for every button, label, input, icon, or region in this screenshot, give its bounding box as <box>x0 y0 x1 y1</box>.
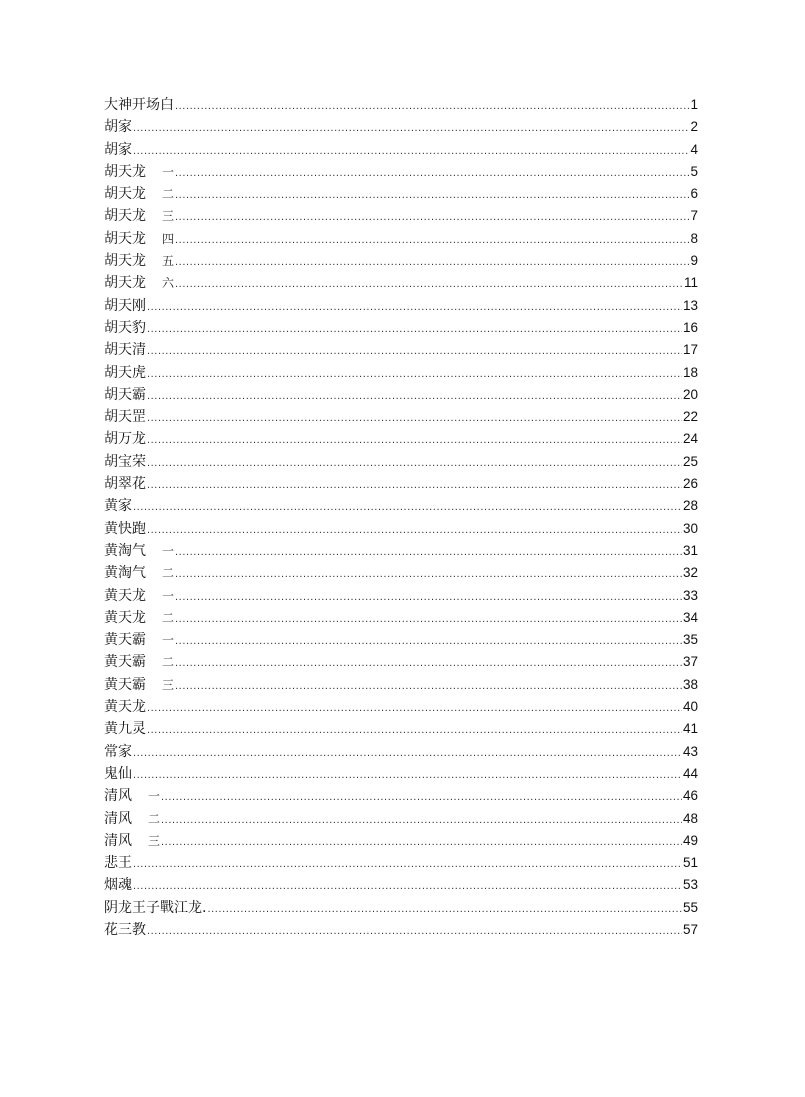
toc-dot-leader <box>175 563 682 585</box>
toc-entry-title: 鬼仙 <box>104 765 132 782</box>
toc-dot-leader <box>147 385 682 407</box>
toc-page-number: 41 <box>682 721 698 737</box>
toc-entry-title: 黄淘气 <box>104 542 146 559</box>
toc-entry[interactable] <box>104 473 698 495</box>
toc-page-number: 33 <box>682 587 698 603</box>
toc-entry-part: 三 <box>162 209 175 224</box>
toc-entry-title: 黄天龙 <box>104 609 146 626</box>
toc-entry-title: 胡天龙 <box>104 275 146 292</box>
toc-entry[interactable] <box>104 228 698 250</box>
toc-entry[interactable] <box>104 741 698 763</box>
toc-entry[interactable] <box>104 495 698 517</box>
toc-page-number: 40 <box>682 699 698 715</box>
toc-entry[interactable] <box>104 295 698 317</box>
toc-dot-leader <box>175 675 682 697</box>
toc-page-number: 44 <box>682 765 698 781</box>
toc-dot-leader <box>207 898 682 920</box>
toc-entry-title: 常家 <box>104 743 132 760</box>
toc-entry-title: 黄天龙 <box>104 699 146 716</box>
toc-entry-title: 胡家 <box>104 119 132 136</box>
toc-entry-title: 阴龙王子戰江龙. <box>104 899 207 916</box>
toc-dot-leader <box>147 474 682 496</box>
toc-entry[interactable] <box>104 205 698 227</box>
toc-page-number: 49 <box>682 832 698 848</box>
toc-dot-leader <box>147 429 682 451</box>
toc-page-number: 51 <box>682 855 698 871</box>
toc-entry[interactable] <box>104 451 698 473</box>
toc-entry-part: 一 <box>162 164 175 179</box>
toc-dot-leader <box>175 630 682 652</box>
toc-entry-title: 黄天龙 <box>104 587 146 604</box>
toc-entry[interactable] <box>104 161 698 183</box>
toc-dot-leader <box>175 206 689 228</box>
toc-page-number: 5 <box>690 163 698 179</box>
toc-entry[interactable] <box>104 428 698 450</box>
toc-entry[interactable] <box>104 250 698 272</box>
toc-dot-leader <box>147 296 682 318</box>
toc-dot-leader <box>133 742 682 764</box>
toc-entry-title: 胡天龙 <box>104 230 146 247</box>
toc-entry-title: 胡家 <box>104 141 132 158</box>
toc-dot-leader <box>175 608 682 630</box>
toc-dot-leader <box>133 853 682 875</box>
toc-dot-leader <box>175 586 682 608</box>
toc-dot-leader <box>147 363 682 385</box>
toc-entry-part: 六 <box>162 276 175 291</box>
toc-entry-title: 胡天龙 <box>104 186 146 203</box>
toc-entry-title: 胡天罡 <box>104 409 146 426</box>
toc-entry[interactable] <box>104 897 698 919</box>
toc-dot-leader <box>175 229 689 251</box>
toc-dot-leader <box>161 786 682 808</box>
toc-page-number: 37 <box>682 654 698 670</box>
toc-entry[interactable] <box>104 94 698 116</box>
toc-entry-title: 胡宝荣 <box>104 453 146 470</box>
toc-entry[interactable] <box>104 874 698 896</box>
toc-entry[interactable] <box>104 852 698 874</box>
toc-entry-title: 大神开场白 <box>104 97 174 113</box>
toc-dot-leader <box>147 697 682 719</box>
toc-page-number: 48 <box>682 810 698 826</box>
toc-entry[interactable] <box>104 540 698 562</box>
toc-entry[interactable] <box>104 585 698 607</box>
toc-entry-part: 三 <box>162 677 175 692</box>
toc-entry-part: 二 <box>162 187 175 202</box>
toc-dot-leader <box>161 831 682 853</box>
toc-entry-title: 悲王 <box>104 855 132 872</box>
toc-page-number: 32 <box>682 565 698 581</box>
table-of-contents <box>104 94 698 941</box>
toc-entry-title: 胡天清 <box>104 342 146 359</box>
toc-page-number: 38 <box>682 676 698 692</box>
toc-entry-title: 花三教 <box>104 921 146 938</box>
toc-entry-title: 胡天豹 <box>104 319 146 336</box>
toc-entry-title: 胡天龙 <box>104 163 146 180</box>
toc-entry[interactable] <box>104 562 698 584</box>
toc-entry[interactable] <box>104 384 698 406</box>
toc-dot-leader <box>175 251 689 273</box>
toc-entry[interactable] <box>104 808 698 830</box>
toc-page-number: 30 <box>682 520 698 536</box>
toc-entry-part: 一 <box>148 789 161 804</box>
toc-entry-part: 二 <box>162 610 175 625</box>
toc-entry[interactable] <box>104 272 698 294</box>
toc-entry[interactable] <box>104 116 698 138</box>
toc-entry-title: 清风 <box>104 810 132 827</box>
toc-page-number: 55 <box>682 899 698 915</box>
toc-page-number: 7 <box>690 208 698 224</box>
toc-page-number: 26 <box>682 476 698 492</box>
toc-dot-leader <box>147 340 682 362</box>
toc-entry-title: 胡天龙 <box>104 253 146 270</box>
toc-page-number: 35 <box>682 632 698 648</box>
toc-page-number: 34 <box>682 609 698 625</box>
toc-dot-leader <box>175 541 682 563</box>
toc-entry-title: 黄九灵 <box>104 721 146 738</box>
toc-entry-part: 二 <box>162 566 175 581</box>
toc-entry-title: 胡翠花 <box>104 476 146 493</box>
toc-dot-leader <box>175 184 689 206</box>
toc-dot-leader <box>133 875 682 897</box>
toc-dot-leader <box>147 318 682 340</box>
toc-page-number: 24 <box>682 431 698 447</box>
toc-page-number: 46 <box>682 788 698 804</box>
toc-dot-leader <box>147 407 682 429</box>
toc-dot-leader <box>133 764 682 786</box>
toc-dot-leader <box>175 273 683 295</box>
toc-page-number: 8 <box>690 230 698 246</box>
toc-entry[interactable] <box>104 362 698 384</box>
toc-entry-title: 黄天霸 <box>104 632 146 649</box>
toc-entry[interactable] <box>104 919 698 941</box>
toc-entry-part: 二 <box>162 655 175 670</box>
toc-entry[interactable] <box>104 518 698 540</box>
toc-entry-part: 一 <box>162 633 175 648</box>
toc-page-number: 1 <box>690 97 698 112</box>
toc-entry[interactable] <box>104 674 698 696</box>
toc-entry-part: 一 <box>162 588 175 603</box>
toc-dot-leader <box>175 95 689 117</box>
toc-entry[interactable] <box>104 763 698 785</box>
toc-page-number: 18 <box>682 364 698 380</box>
toc-dot-leader <box>133 117 689 139</box>
toc-entry-title: 胡天霸 <box>104 386 146 403</box>
toc-entry[interactable] <box>104 139 698 161</box>
toc-entry[interactable] <box>104 830 698 852</box>
toc-page-number: 9 <box>690 253 698 269</box>
toc-page-number: 25 <box>682 453 698 469</box>
toc-dot-leader <box>147 920 682 942</box>
toc-entry[interactable] <box>104 339 698 361</box>
toc-page-number: 53 <box>682 877 698 893</box>
toc-entry-part: 三 <box>148 833 161 848</box>
toc-entry[interactable] <box>104 406 698 428</box>
toc-dot-leader <box>133 140 689 162</box>
toc-dot-leader <box>161 809 682 831</box>
toc-entry-part: 四 <box>162 231 175 246</box>
toc-page-number: 17 <box>682 342 698 358</box>
toc-page-number: 16 <box>682 319 698 335</box>
toc-entry[interactable] <box>104 317 698 339</box>
toc-entry[interactable] <box>104 629 698 651</box>
toc-dot-leader <box>175 162 689 184</box>
toc-page-number: 20 <box>682 386 698 402</box>
toc-page-number: 43 <box>682 743 698 759</box>
toc-page-number: 6 <box>690 186 698 202</box>
toc-page-number: 22 <box>682 409 698 425</box>
toc-entry-title: 清风 <box>104 788 132 805</box>
toc-dot-leader <box>147 519 682 541</box>
toc-entry-title: 黄淘气 <box>104 565 146 582</box>
toc-entry-title: 黄天霸 <box>104 676 146 693</box>
toc-dot-leader <box>147 719 682 741</box>
toc-entry-title: 胡天虎 <box>104 364 146 381</box>
toc-page-number: 13 <box>682 297 698 313</box>
toc-entry-title: 胡天龙 <box>104 208 146 225</box>
toc-page-number: 2 <box>690 119 698 135</box>
toc-entry-title: 黄快跑 <box>104 520 146 537</box>
toc-entry-part: 一 <box>162 543 175 558</box>
toc-page-number: 11 <box>683 275 698 291</box>
toc-entry-title: 烟魂 <box>104 877 132 894</box>
toc-page-number: 28 <box>682 498 698 514</box>
toc-entry[interactable] <box>104 607 698 629</box>
toc-dot-leader <box>133 496 682 518</box>
toc-entry[interactable] <box>104 696 698 718</box>
toc-page-number: 4 <box>690 141 698 157</box>
toc-entry-title: 胡万龙 <box>104 431 146 448</box>
toc-entry-part: 二 <box>148 811 161 826</box>
toc-entry-title: 胡天刚 <box>104 297 146 314</box>
toc-page-number: 57 <box>682 921 698 937</box>
toc-entry-title: 黄天霸 <box>104 654 146 671</box>
toc-entry[interactable] <box>104 183 698 205</box>
toc-entry-title: 清风 <box>104 832 132 849</box>
toc-entry-part: 五 <box>162 254 175 269</box>
toc-page-number: 31 <box>682 542 698 558</box>
toc-dot-leader <box>175 652 682 674</box>
toc-entry[interactable] <box>104 651 698 673</box>
toc-entry-title: 黄家 <box>104 498 132 515</box>
toc-entry[interactable] <box>104 785 698 807</box>
toc-dot-leader <box>147 452 682 474</box>
toc-entry[interactable] <box>104 718 698 740</box>
